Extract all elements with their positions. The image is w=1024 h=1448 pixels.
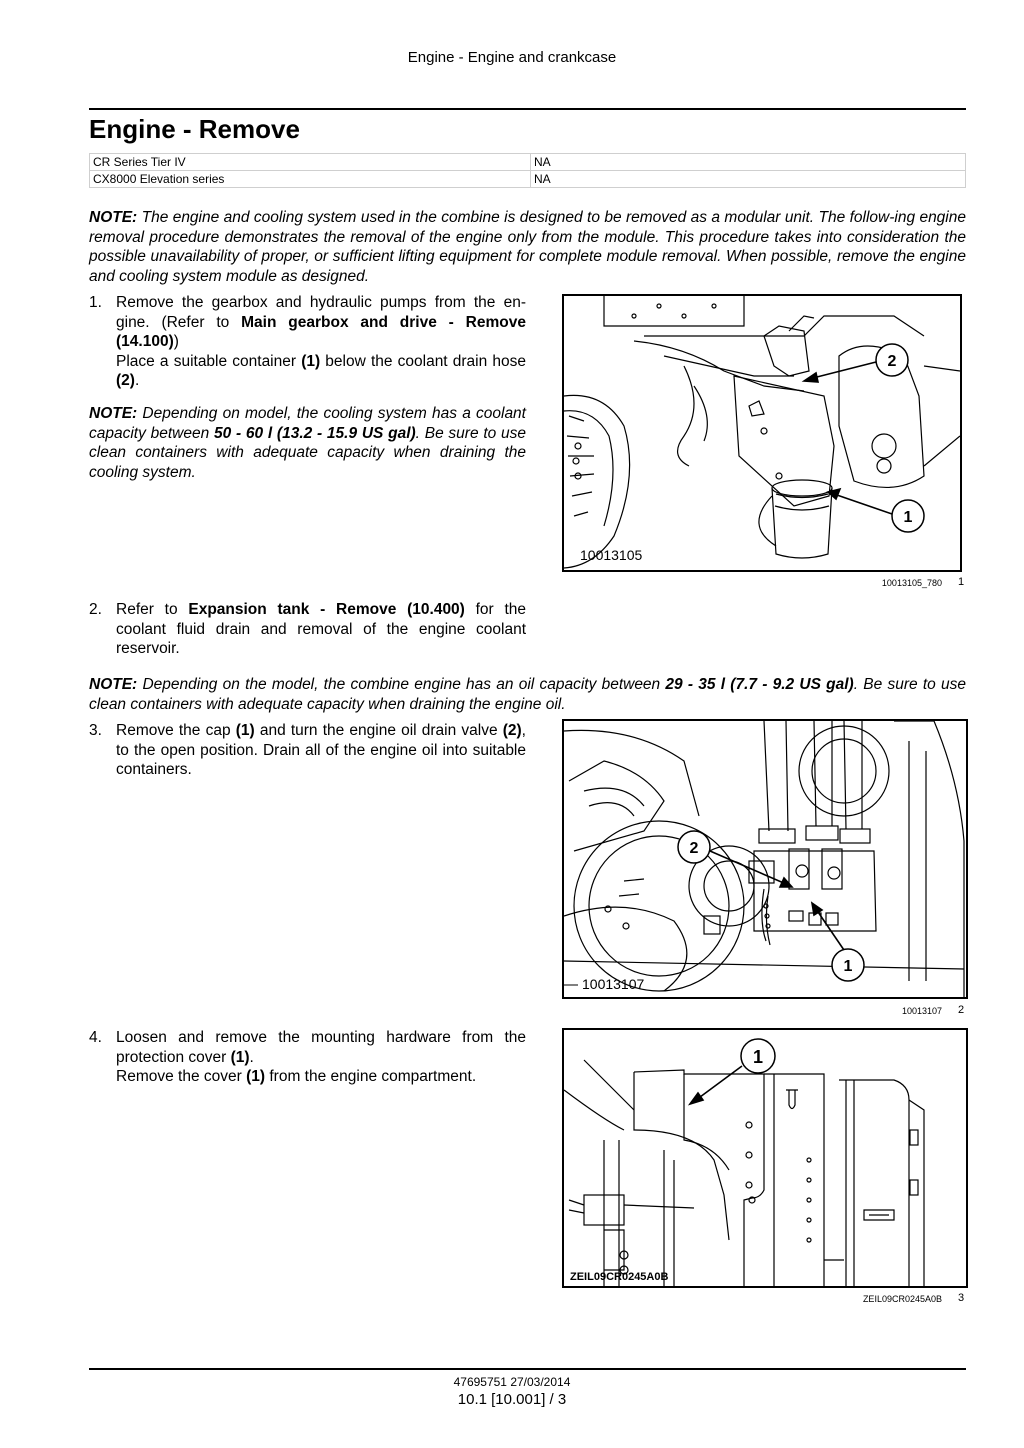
callout-ref: (1) [246, 1068, 266, 1086]
callout-number: 1 [843, 958, 853, 975]
figure-caption: ZEIL09CR0245A0B [862, 1294, 942, 1304]
note-modular-unit [89, 208, 966, 286]
callout-ref: (2) [116, 372, 135, 390]
step-text: Place a suitable container [116, 352, 302, 370]
callout-number: 1 [752, 1047, 764, 1067]
header-rule [89, 108, 966, 110]
step-number: 4. [89, 1029, 102, 1046]
callout-ref: (1) [301, 352, 321, 370]
table-row [90, 154, 966, 171]
note-coolant-capacity [89, 404, 526, 482]
applicability-table [89, 153, 966, 188]
cross-reference-link[interactable]: Expansion tank - Remove (10.400) [188, 601, 465, 618]
callout-ref: (2) [502, 722, 522, 739]
figure-caption: 10013105_780 [881, 578, 942, 588]
note-label: NOTE: [89, 405, 138, 422]
step-text: Loosen and remove the mounting hardware from the protection cover [116, 1029, 526, 1066]
step-2 [89, 600, 526, 659]
step-text: Remove the cap [116, 722, 236, 739]
figure-2-illustration [564, 721, 966, 997]
step-text: and turn the engine oil drain valve [254, 722, 503, 739]
figure-image-label: 10013107 [582, 976, 645, 992]
figure-number: 3 [958, 1292, 965, 1304]
step-text: below the coolant drain hose [320, 352, 526, 370]
table-cell-model: CR Series Tier IV [90, 154, 531, 171]
callout-number: 1 [903, 509, 913, 526]
note-text: Depending on model, the cooling system has a coolant capacity between [89, 405, 526, 442]
capacity-value: 50 - 60 l (13.2 - 15.9 US gal) [213, 424, 416, 442]
note-text: The engine and cooling system used in the combine is designed to be removed as a modular unit. The follow-ing engine removal procedure demonstrates the removal of the engine only from the module. This procedure takes into consideration the possible unavailability of proper, or sufficient lifting equipment for complete module removal. When possible, remove the engine and cooling system module as designed. [89, 209, 966, 285]
note-label: NOTE: [89, 209, 138, 226]
figure-2-oil-drain-valve [562, 719, 968, 999]
figure-image-label: 10013105 [580, 547, 643, 563]
table-cell-value: NA [531, 171, 966, 188]
callout-number: 2 [887, 353, 897, 370]
step-text: for the coolant fluid drain and removal of the engine coolant reservoir. [116, 601, 526, 658]
table-cell-model: CX8000 Elevation series [90, 171, 531, 188]
figure-caption: 10013107 [901, 1006, 942, 1016]
figure-3-illustration [564, 1030, 966, 1286]
step-4 [89, 1028, 526, 1087]
callout-ref: (1) [230, 1048, 250, 1066]
figure-image-label: ZEIL09CR0245A0B [570, 1271, 669, 1283]
footer-doc-id: 47695751 27/03/2014 [453, 1375, 571, 1389]
step-1 [89, 293, 526, 391]
footer-rule [89, 1368, 966, 1370]
step-text: from the engine compartment. [265, 1068, 477, 1086]
cross-reference-link[interactable]: Main gearbox and drive - Remove (14.100) [116, 313, 526, 351]
note-text: Depending on the model, the combine engine has an oil capacity between [137, 676, 666, 693]
step-3 [89, 721, 526, 780]
step-number: 3. [89, 722, 102, 739]
step-text: Remove the gearbox and hydraulic pumps from the en-gine. (Refer to [116, 294, 526, 331]
capacity-value: 29 - 35 l (7.7 - 9.2 US gal) [665, 676, 854, 693]
footer-page-number: 10.1 [10.001] / 3 [457, 1391, 567, 1408]
note-label: NOTE: [89, 676, 138, 693]
step-text: , to the open position. Drain all of the engine oil into suitable containers. [116, 722, 526, 779]
step-text: Refer to [116, 601, 189, 618]
running-header: Engine - Engine and crankcase [407, 49, 617, 66]
figure-1-illustration [564, 296, 960, 570]
table-cell-value: NA [531, 154, 966, 171]
step-number: 1. [89, 294, 102, 311]
step-text: . [134, 372, 140, 390]
note-text: . Be sure to use clean containers with adequate capacity when draining the engine oil. [89, 676, 966, 713]
page-title: Engine - Remove [89, 114, 300, 144]
callout-ref: (1) [235, 722, 255, 739]
step-text: ) [173, 333, 179, 351]
figure-number: 2 [958, 1004, 965, 1016]
note-oil-capacity [89, 675, 966, 714]
figure-3-protection-cover [562, 1028, 968, 1288]
note-text: . Be sure to use clean containers with adequate capacity when draining the cooling system. [89, 424, 527, 481]
table-row [90, 171, 966, 188]
figure-number: 1 [958, 576, 965, 588]
step-text: Remove the cover [116, 1068, 247, 1086]
step-text: . [249, 1048, 254, 1066]
figure-1-coolant-drain [562, 294, 962, 572]
callout-number: 2 [689, 840, 699, 857]
step-number: 2. [89, 601, 102, 618]
